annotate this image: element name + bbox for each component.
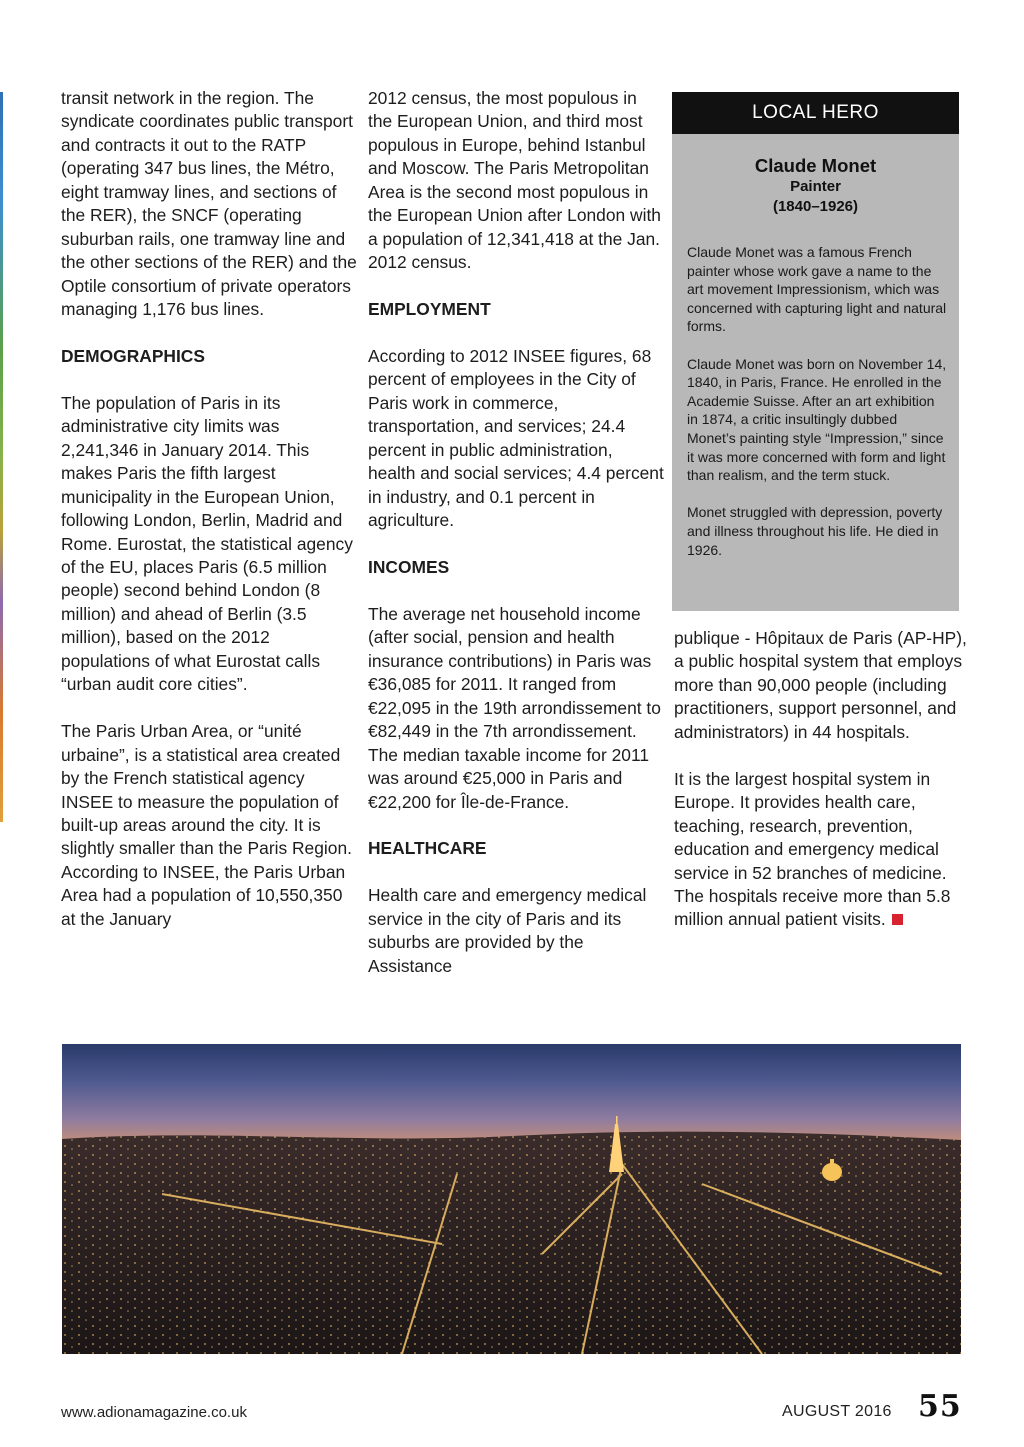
column2-paragraph-4: Health care and emergency medical service in the city of Paris and its suburbs are provided by the Assistance: [368, 885, 647, 976]
paris-skyline-illustration: [62, 1044, 961, 1354]
sidebar-heading: LOCAL HERO: [672, 92, 959, 134]
column2-paragraph-3: The average net household income (after social, pension and health insurance contributions) in Paris was €36,085 for 2011. It ranged from €22,095 in the 19th arrondissement to €82,449 in the 7th arrondissement. The median taxable income for 2011 was around €25,000 in Paris and €22,200 for Île-de-France.: [368, 603, 661, 812]
column2-paragraph-2: According to 2012 INSEE figures, 68 percent of employees in the City of Paris work in commerce, transportation, and services; 24.4 percent in public administration, health and social services; 4.4 percent in industry, and 0.1 percent in agriculture.: [368, 345, 664, 531]
sidebar-paragraph-2: Claude Monet was born on November 14, 1840, in Paris, France. He enrolled in the Academie Suisse. After an art exhibition in 1874, a critic insultingly dubbed Monet’s painting style “Impression,” since it was more concerned with form and light than realism, and the term stuck.: [687, 355, 947, 484]
article-column-3: [674, 627, 974, 955]
page-edge-color-strip: [0, 92, 3, 822]
sidebar-body: [672, 217, 959, 559]
footer-issue-date: AUGUST 2016: [782, 1403, 892, 1420]
article-column-2: [368, 87, 664, 1002]
column2-paragraph-1: 2012 census, the most populous in the European Union, and third most populous in Europe, behind Istanbul and Moscow. The Paris Metropolitan Area is the second most populous in the European Union after London with a population of 12,341,418 at the Jan. 2012 census.: [368, 88, 661, 273]
sidebar-person-block: [672, 155, 959, 217]
sidebar-person-role: Painter: [790, 178, 841, 195]
paris-night-skyline-photo: [62, 1044, 961, 1354]
sidebar-paragraph-3: Monet struggled with depression, poverty and illness throughout his life. He died in 1926.: [687, 504, 943, 558]
footer-page-number: 55: [918, 1389, 962, 1424]
local-hero-sidebar: [672, 92, 959, 611]
column3-paragraph-2: [674, 768, 974, 932]
column1-paragraph-1: transit network in the region. The syndicate coordinates public transport and contracts it out to the RATP (operating 347 bus lines, the Métro, eight tramway lines, and sections of the RER), the SNCF (operating suburban rails, one tramway line and the other sections of the RER) and the Optile consortium of private operators managing 1,176 bus lines.: [61, 88, 357, 320]
column3-paragraph-1: publique - Hôpitaux de Paris (AP-HP), a public hospital system that employs more than 90,000 people (including practitioners, support personnel, and administrators) in 44 hospitals.: [674, 628, 967, 742]
heading-healthcare: HEALTHCARE: [368, 838, 487, 859]
sidebar-paragraph-1: Claude Monet was a famous French painter whose work gave a name to the art movement Impressionism, which was concerned with capturing light and natural forms.: [687, 244, 947, 335]
column1-paragraph-3: The Paris Urban Area, or “unité urbaine”, is a statistical area created by the French statistical agency INSEE to measure the population of built-up areas around the city. It is slightly smaller than the Paris Region. According to INSEE, the Paris Urban Area had a population of 10,550,350 at the January: [61, 721, 352, 929]
footer-website-url: www.adionamagazine.co.uk: [61, 1404, 247, 1421]
heading-employment: EMPLOYMENT: [368, 299, 491, 320]
article-column-1: [61, 87, 357, 955]
article-end-mark: [892, 914, 903, 925]
sidebar-person-name: Claude Monet: [754, 155, 877, 176]
heading-demographics: DEMOGRAPHICS: [61, 345, 205, 366]
sidebar-person-dates: (1840–1926): [772, 198, 859, 215]
column1-paragraph-2: The population of Paris in its administrative city limits was 2,241,346 in January 2014. This makes Paris the fifth largest municipality in the European Union, following London, Berlin, Madrid and Rome. Eurostat, the statistical agency of the EU, places Paris (6.5 million people) second behind London (8 million) and ahead of Berlin (3.5 million), based on the 2012 populations of what Eurostat calls “urban audit core cities”.: [61, 392, 353, 695]
heading-incomes: INCOMES: [368, 557, 450, 578]
column3-paragraph-2-text: It is the largest hospital system in Europe. It provides health care, teaching, research, prevention, education and emergency medical service in 52 branches of medicine. The hospitals receive more than 5.8 million annual patient visits.: [674, 768, 951, 930]
